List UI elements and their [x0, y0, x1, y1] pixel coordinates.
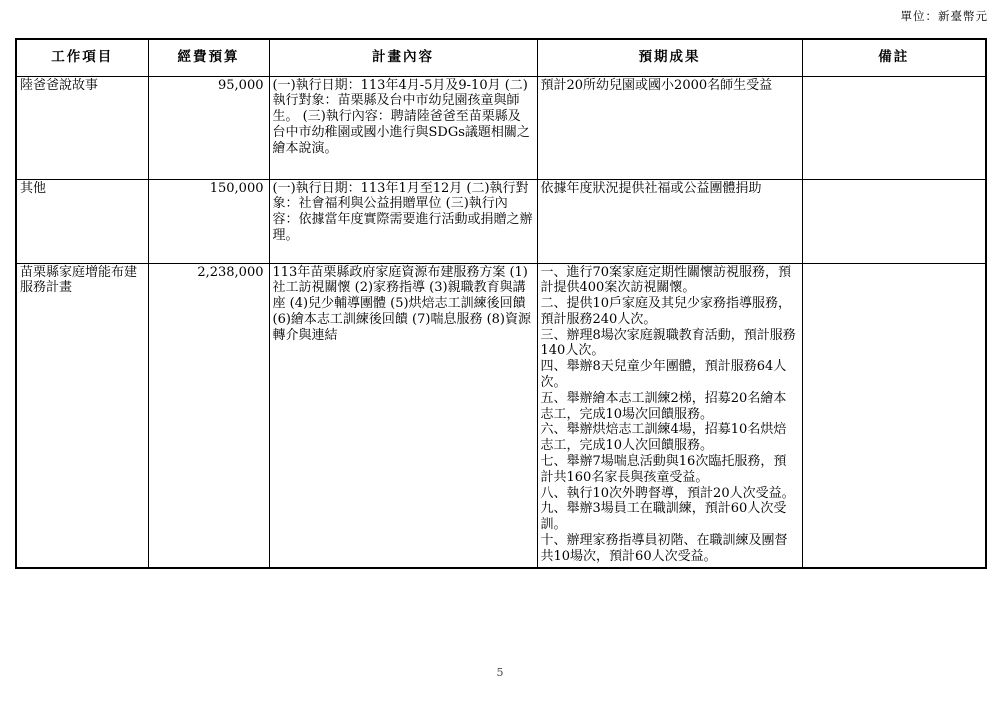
plan-cell: (一)執行日期：113年1月至12月 (二)執行對象：社會福利與公益捐贈單位 (三)執行內容：依據當年度實際需要進行活動或捐贈之辦理。 — [269, 179, 537, 263]
expected-result-line: 預計20所幼兒園或國小2000名師生受益 — [540, 77, 773, 93]
header-budget: 經費預算 — [148, 39, 269, 76]
expected-result-cell — [537, 76, 802, 179]
budget-plan-table — [15, 38, 987, 569]
note-cell — [802, 76, 986, 179]
expected-result-line: 三、辦理8場次家庭親職教育活動，預計服務140人次。 — [540, 327, 796, 359]
table-header — [16, 39, 986, 76]
budget-cell: 95,000 — [148, 76, 269, 179]
header-row — [16, 39, 986, 76]
expected-result-line: 七、舉辦7場喘息活動與16次臨托服務，預計共160名家長與孩童受益。 — [540, 454, 787, 485]
expected-result-line: 六、舉辦烘焙志工訓練4場，招募10名烘焙志工，完成10人次回饋服務。 — [540, 422, 787, 454]
budget-cell: 2,238,000 — [148, 263, 269, 568]
plan-cell: (一)執行日期：113年4月-5月及9-10月 (二)執行對象：苗栗縣及台中市幼兒園孩童與師生。 (三)執行內容：聘請陸爸爸至苗栗縣及台中市幼稚園或國小進行與SDGs議題相關之繪本說演。 — [269, 76, 537, 179]
expected-result-line: 九、舉辦3場員工在職訓練，預計60人次受訓。 — [540, 501, 787, 533]
page-number: 5 — [496, 666, 504, 679]
expected-result-line: 十、辦理家務指導員初階、在職訓練及團督共10場次，預計60人次受益。 — [540, 533, 788, 564]
expected-result-line: 四、舉辦8天兒童少年團體，預計服務64人次。 — [540, 359, 787, 391]
expected-result-line: 二、提供10戶家庭及其兒少家務指導服務，預計服務240人次。 — [540, 296, 792, 327]
table-row — [16, 76, 986, 179]
expected-result-line: 五、舉辦繪本志工訓練2梯，招募20名繪本志工，完成10場次回饋服務。 — [540, 390, 787, 422]
header-work-item: 工作項目 — [16, 39, 148, 76]
table-row — [16, 179, 986, 263]
table-row — [16, 263, 986, 568]
work-item-cell: 苗栗縣家庭增能布建服務計畫 — [16, 263, 148, 568]
expected-result-line: 一、進行70案家庭定期性關懷訪視服務，預計提供400案次訪視關懷。 — [540, 264, 792, 296]
budget-cell: 150,000 — [148, 179, 269, 263]
expected-result-line: 八、執行10次外聘督導，預計20人次受益。 — [540, 485, 795, 501]
note-cell — [802, 179, 986, 263]
header-expected: 預期成果 — [537, 39, 802, 76]
expected-result-line: 依據年度狀況提供社福或公益團體捐助 — [540, 180, 762, 196]
expected-result-cell — [537, 263, 802, 568]
expected-result-cell — [537, 179, 802, 263]
header-plan: 計畫內容 — [269, 39, 537, 76]
currency-unit-label: 單位：新臺幣元 — [900, 9, 988, 23]
work-item-cell: 其他 — [16, 179, 148, 263]
work-item-cell: 陸爸爸說故事 — [16, 76, 148, 179]
header-note: 備註 — [802, 39, 986, 76]
plan-cell: 113年苗栗縣政府家庭資源布建服務方案 (1)社工訪視關懷 (2)家務指導 (3)親職教育與講座 (4)兒少輔導團體 (5)烘焙志工訓練後回饋 (6)繪本志工訓練後回饋 (7)喘息服務 (8)資源轉介與連結 — [269, 263, 537, 568]
note-cell — [802, 263, 986, 568]
